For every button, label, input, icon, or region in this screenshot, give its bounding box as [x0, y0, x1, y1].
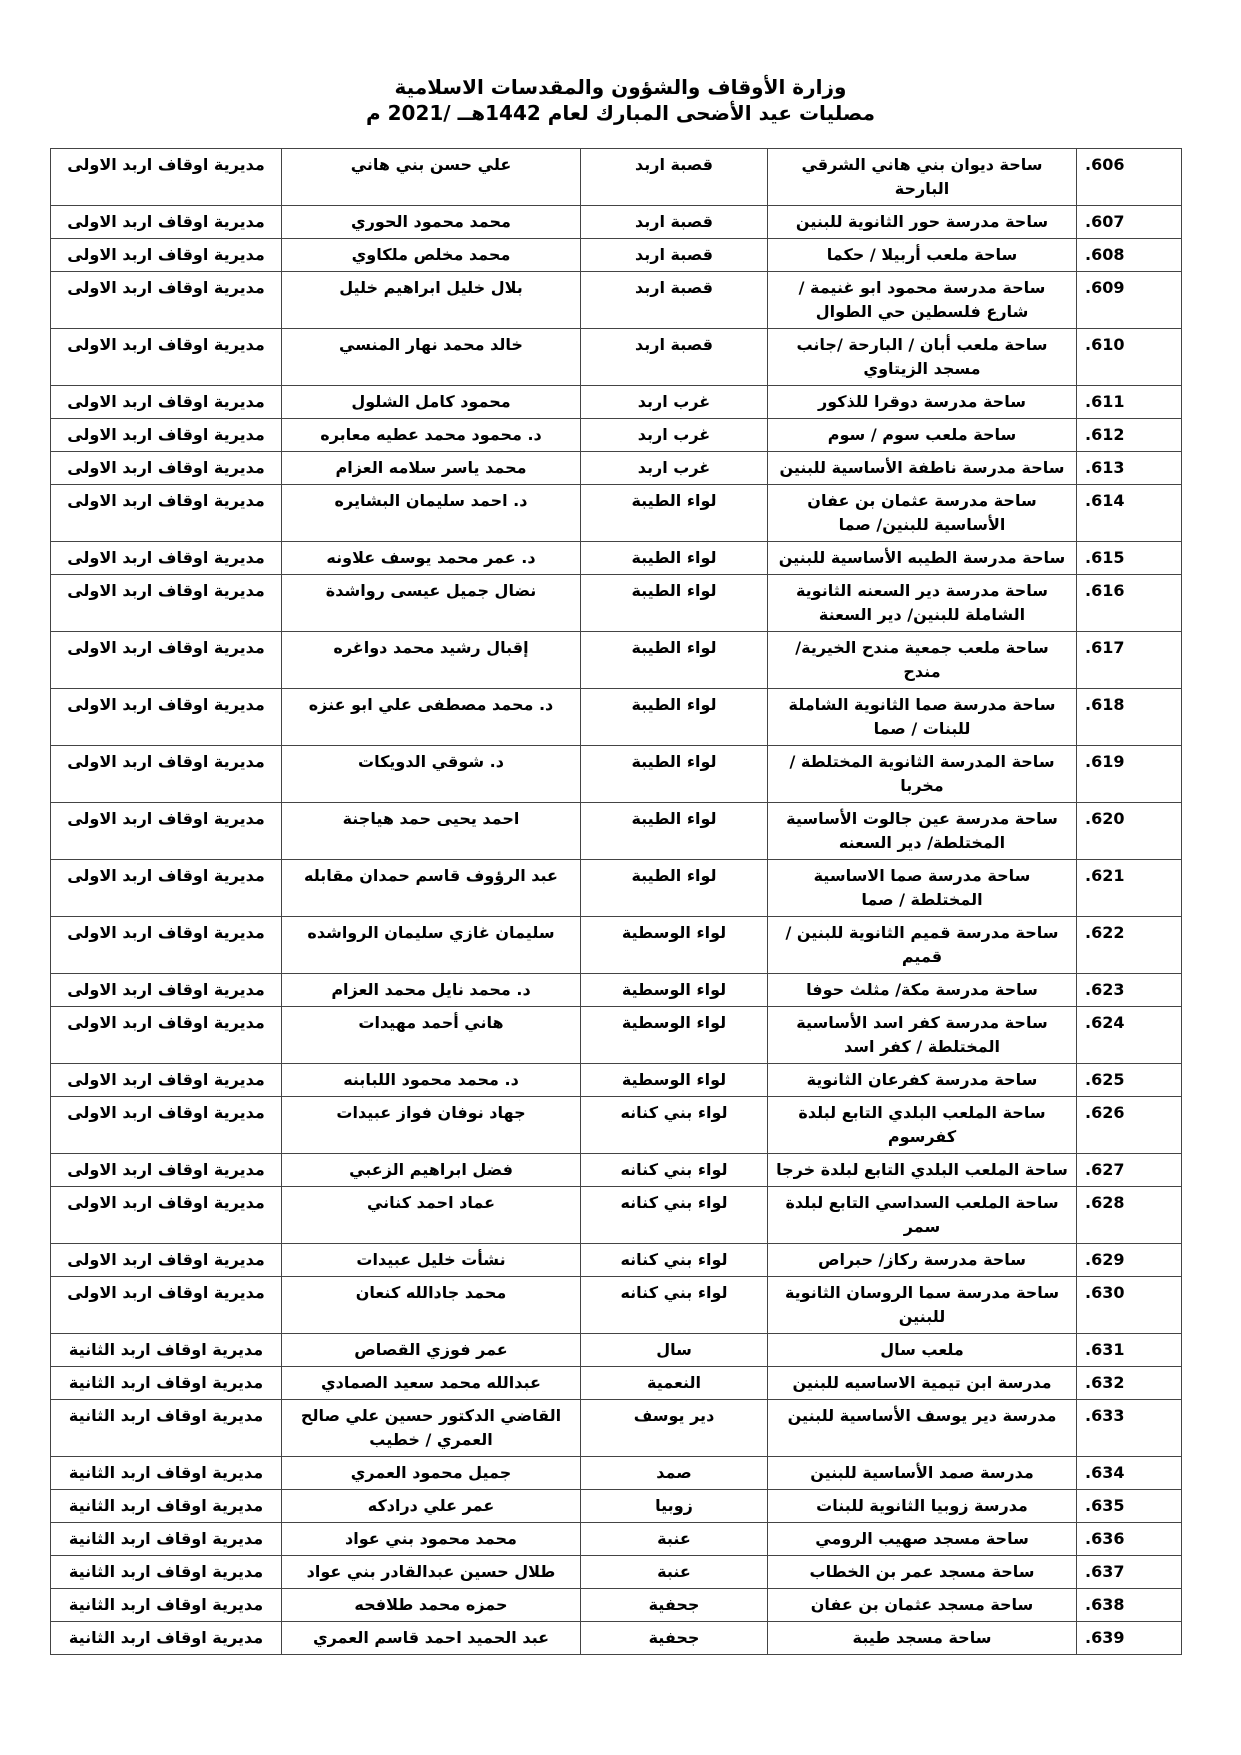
region-name: لواء بني كنانه [581, 1187, 768, 1244]
table-row [51, 1457, 1182, 1490]
region-name: غرب اربد [581, 386, 768, 419]
prayer-ground-name: ساحة ملعب أبان / البارحة /جانب مسجد الزيتاوي [768, 329, 1077, 386]
imam-name: نضال جميل عيسى رواشدة [282, 575, 581, 632]
row-number: .627 [1077, 1154, 1182, 1187]
table-row [51, 386, 1182, 419]
row-number: .625 [1077, 1064, 1182, 1097]
imam-name: د. محمود محمد عطيه معابره [282, 419, 581, 452]
row-number: .617 [1077, 632, 1182, 689]
imam-name: د. عمر محمد يوسف علاونه [282, 542, 581, 575]
table-row [51, 542, 1182, 575]
row-number: .630 [1077, 1277, 1182, 1334]
imam-name: محمد ياسر سلامه العزام [282, 452, 581, 485]
directorate-name: مديرية اوقاف اربد الاولى [51, 329, 282, 386]
prayer-ground-name: ساحة مدرسة عثمان بن عفان الأساسية للبنين/ صما [768, 485, 1077, 542]
row-number: .639 [1077, 1622, 1182, 1655]
imam-name: فضل ابراهيم الزعبي [282, 1154, 581, 1187]
row-number: .610 [1077, 329, 1182, 386]
imam-name: محمد جادالله كنعان [282, 1277, 581, 1334]
row-number: .620 [1077, 803, 1182, 860]
table-row [51, 452, 1182, 485]
prayer-ground-name: ساحة مدرسة كفر اسد الأساسية المختلطة / كفر اسد [768, 1007, 1077, 1064]
imam-name: علي حسن بني هاني [282, 149, 581, 206]
prayer-ground-name: ساحة مدرسة حور الثانوية للبنين [768, 206, 1077, 239]
region-name: لواء الطيبة [581, 485, 768, 542]
table-row [51, 632, 1182, 689]
directorate-name: مديرية اوقاف اربد الثانية [51, 1490, 282, 1523]
prayer-ground-name: ساحة ملعب سوم / سوم [768, 419, 1077, 452]
region-name: غرب اربد [581, 419, 768, 452]
prayer-ground-name: ساحة مدرسة الطيبه الأساسية للبنين [768, 542, 1077, 575]
row-number: .607 [1077, 206, 1182, 239]
document-subtitle: مصليات عيد الأضحى المبارك لعام 1442هــ /2021 م [366, 101, 875, 125]
table-row [51, 974, 1182, 1007]
prayer-ground-name: مدرسة صمد الأساسية للبنين [768, 1457, 1077, 1490]
imam-name: جميل محمود العمري [282, 1457, 581, 1490]
region-name: لواء الوسطية [581, 917, 768, 974]
region-name: لواء بني كنانه [581, 1097, 768, 1154]
imam-name: عبد الرؤوف قاسم حمدان مقابله [282, 860, 581, 917]
table-row [51, 860, 1182, 917]
row-number: .636 [1077, 1523, 1182, 1556]
directorate-name: مديرية اوقاف اربد الاولى [51, 1064, 282, 1097]
directorate-name: مديرية اوقاف اربد الاولى [51, 860, 282, 917]
directorate-name: مديرية اوقاف اربد الاولى [51, 1187, 282, 1244]
row-number: .615 [1077, 542, 1182, 575]
row-number: .621 [1077, 860, 1182, 917]
prayer-ground-name: ساحة مسجد صهيب الرومي [768, 1523, 1077, 1556]
imam-name: محمد مخلص ملكاوي [282, 239, 581, 272]
row-number: .616 [1077, 575, 1182, 632]
region-name: قصبة اربد [581, 149, 768, 206]
imam-name: عماد احمد كناني [282, 1187, 581, 1244]
table-row [51, 1097, 1182, 1154]
ministry-title: وزارة الأوقاف والشؤون والمقدسات الاسلامية [394, 75, 847, 99]
imam-name: خالد محمد نهار المنسي [282, 329, 581, 386]
region-name: قصبة اربد [581, 329, 768, 386]
prayer-ground-name: ساحة مدرسة ناطفة الأساسية للبنين [768, 452, 1077, 485]
directorate-name: مديرية اوقاف اربد الاولى [51, 452, 282, 485]
row-number: .635 [1077, 1490, 1182, 1523]
row-number: .637 [1077, 1556, 1182, 1589]
prayer-ground-name: ساحة مدرسة ركاز/ حبراص [768, 1244, 1077, 1277]
table-row [51, 917, 1182, 974]
imam-name: القاضي الدكتور حسين علي صالح العمري / خطيب [282, 1400, 581, 1457]
row-number: .613 [1077, 452, 1182, 485]
imam-name: حمزه محمد طلافحه [282, 1589, 581, 1622]
table-row [51, 1244, 1182, 1277]
prayer-ground-name: ساحة المدرسة الثانوية المختلطة / مخربا [768, 746, 1077, 803]
prayer-ground-name: ساحة الملعب السداسي التابع لبلدة سمر [768, 1187, 1077, 1244]
prayer-ground-name: ساحة مسجد طيبة [768, 1622, 1077, 1655]
table-body [51, 149, 1182, 1655]
directorate-name: مديرية اوقاف اربد الثانية [51, 1457, 282, 1490]
row-number: .609 [1077, 272, 1182, 329]
region-name: جحفية [581, 1589, 768, 1622]
table-row [51, 575, 1182, 632]
table-row [51, 1622, 1182, 1655]
prayer-ground-name: ساحة مدرسة محمود ابو غنيمة / شارع فلسطين حي الطوال [768, 272, 1077, 329]
directorate-name: مديرية اوقاف اربد الثانية [51, 1622, 282, 1655]
table-row [51, 1334, 1182, 1367]
prayer-ground-name: ساحة ملعب أربيلا / حكما [768, 239, 1077, 272]
row-number: .618 [1077, 689, 1182, 746]
directorate-name: مديرية اوقاف اربد الاولى [51, 419, 282, 452]
prayer-ground-name: ساحة مدرسة سما الروسان الثانوية للبنين [768, 1277, 1077, 1334]
table-row [51, 746, 1182, 803]
table-row [51, 1007, 1182, 1064]
table-row [51, 1523, 1182, 1556]
table-row [51, 803, 1182, 860]
row-number: .622 [1077, 917, 1182, 974]
row-number: .638 [1077, 1589, 1182, 1622]
row-number: .629 [1077, 1244, 1182, 1277]
prayer-ground-name: ملعب سال [768, 1334, 1077, 1367]
imam-name: جهاد نوفان فواز عبيدات [282, 1097, 581, 1154]
prayer-ground-name: ساحة مدرسة عين جالوت الأساسية المختلطة/ دير السعنه [768, 803, 1077, 860]
prayer-ground-name: ساحة مدرسة قميم الثانوية للبنين / قميم [768, 917, 1077, 974]
prayer-ground-name: ساحة ديوان بني هاني الشرقي البارحة [768, 149, 1077, 206]
region-name: دير يوسف [581, 1400, 768, 1457]
prayer-ground-name: مدرسة دير يوسف الأساسية للبنين [768, 1400, 1077, 1457]
imam-name: محمد محمود الحوري [282, 206, 581, 239]
table-row [51, 1556, 1182, 1589]
directorate-name: مديرية اوقاف اربد الاولى [51, 974, 282, 1007]
row-number: .628 [1077, 1187, 1182, 1244]
prayer-ground-name: ساحة مدرسة مكة/ مثلث حوفا [768, 974, 1077, 1007]
prayer-ground-name: ساحة مسجد عمر بن الخطاب [768, 1556, 1077, 1589]
prayer-ground-name: ساحة ملعب جمعية مندح الخيرية/ مندح [768, 632, 1077, 689]
region-name: جحفية [581, 1622, 768, 1655]
table-row [51, 329, 1182, 386]
region-name: لواء الوسطية [581, 1007, 768, 1064]
region-name: لواء بني كنانه [581, 1277, 768, 1334]
prayer-ground-name: مدرسة ابن تيمية الاساسيه للبنين [768, 1367, 1077, 1400]
region-name: لواء الطيبة [581, 803, 768, 860]
region-name: لواء الطيبة [581, 542, 768, 575]
table-row [51, 239, 1182, 272]
region-name: لواء الطيبة [581, 860, 768, 917]
directorate-name: مديرية اوقاف اربد الاولى [51, 632, 282, 689]
directorate-name: مديرية اوقاف اربد الاولى [51, 386, 282, 419]
row-number: .619 [1077, 746, 1182, 803]
directorate-name: مديرية اوقاف اربد الاولى [51, 1277, 282, 1334]
region-name: زوبيا [581, 1490, 768, 1523]
table-row [51, 1064, 1182, 1097]
row-number: .624 [1077, 1007, 1182, 1064]
imam-name: هاني أحمد مهيدات [282, 1007, 581, 1064]
prayer-ground-name: ساحة مدرسة كفرعان الثانوية [768, 1064, 1077, 1097]
prayer-ground-name: ساحة مدرسة صما الاساسية المختلطة / صما [768, 860, 1077, 917]
directorate-name: مديرية اوقاف اربد الاولى [51, 917, 282, 974]
region-name: لواء الوسطية [581, 1064, 768, 1097]
imam-name: د. شوقي الدويكات [282, 746, 581, 803]
table-row [51, 689, 1182, 746]
imam-name: محمود كامل الشلول [282, 386, 581, 419]
directorate-name: مديرية اوقاف اربد الثانية [51, 1400, 282, 1457]
table-row [51, 1187, 1182, 1244]
imam-name: احمد يحيى حمد هياجنة [282, 803, 581, 860]
imam-name: عبدالله محمد سعيد الصمادي [282, 1367, 581, 1400]
directorate-name: مديرية اوقاف اربد الاولى [51, 1097, 282, 1154]
directorate-name: مديرية اوقاف اربد الاولى [51, 1007, 282, 1064]
row-number: .614 [1077, 485, 1182, 542]
directorate-name: مديرية اوقاف اربد الاولى [51, 746, 282, 803]
table-row [51, 1589, 1182, 1622]
directorate-name: مديرية اوقاف اربد الثانية [51, 1556, 282, 1589]
table-row [51, 1400, 1182, 1457]
directorate-name: مديرية اوقاف اربد الاولى [51, 272, 282, 329]
directorate-name: مديرية اوقاف اربد الاولى [51, 239, 282, 272]
directorate-name: مديرية اوقاف اربد الاولى [51, 1244, 282, 1277]
imam-name: عبد الحميد احمد قاسم العمري [282, 1622, 581, 1655]
row-number: .633 [1077, 1400, 1182, 1457]
directorate-name: مديرية اوقاف اربد الاولى [51, 485, 282, 542]
prayer-ground-name: ساحة مدرسة دير السعنه الثانوية الشاملة للبنين/ دير السعنة [768, 575, 1077, 632]
directorate-name: مديرية اوقاف اربد الثانية [51, 1334, 282, 1367]
table-row [51, 149, 1182, 206]
row-number: .631 [1077, 1334, 1182, 1367]
region-name: لواء الوسطية [581, 974, 768, 1007]
table-row [51, 1277, 1182, 1334]
region-name: عنبة [581, 1523, 768, 1556]
region-name: عنبة [581, 1556, 768, 1589]
region-name: لواء بني كنانه [581, 1154, 768, 1187]
table-row [51, 419, 1182, 452]
imam-name: د. محمد محمود اللبابنه [282, 1064, 581, 1097]
imam-name: محمد محمود بني عواد [282, 1523, 581, 1556]
region-name: قصبة اربد [581, 206, 768, 239]
table-row [51, 1154, 1182, 1187]
row-number: .632 [1077, 1367, 1182, 1400]
row-number: .608 [1077, 239, 1182, 272]
row-number: .623 [1077, 974, 1182, 1007]
imam-name: عمر علي درادكه [282, 1490, 581, 1523]
directorate-name: مديرية اوقاف اربد الثانية [51, 1523, 282, 1556]
table-row [51, 1367, 1182, 1400]
imam-name: د. محمد نايل محمد العزام [282, 974, 581, 1007]
table-row [51, 485, 1182, 542]
imam-name: إقبال رشيد محمد دواغره [282, 632, 581, 689]
row-number: .612 [1077, 419, 1182, 452]
imam-name: د. احمد سليمان البشايره [282, 485, 581, 542]
prayer-ground-name: ساحة الملعب البلدي التابع لبلدة خرجا [768, 1154, 1077, 1187]
directorate-name: مديرية اوقاف اربد الاولى [51, 206, 282, 239]
directorate-name: مديرية اوقاف اربد الاولى [51, 689, 282, 746]
directorate-name: مديرية اوقاف اربد الاولى [51, 803, 282, 860]
region-name: لواء الطيبة [581, 575, 768, 632]
directorate-name: مديرية اوقاف اربد الثانية [51, 1589, 282, 1622]
region-name: غرب اربد [581, 452, 768, 485]
row-number: .611 [1077, 386, 1182, 419]
row-number: .626 [1077, 1097, 1182, 1154]
region-name: لواء الطيبة [581, 746, 768, 803]
directorate-name: مديرية اوقاف اربد الاولى [51, 1154, 282, 1187]
imam-name: سليمان غازي سليمان الرواشده [282, 917, 581, 974]
region-name: لواء الطيبة [581, 689, 768, 746]
region-name: قصبة اربد [581, 272, 768, 329]
imam-name: د. محمد مصطفى علي ابو عنزه [282, 689, 581, 746]
region-name: قصبة اربد [581, 239, 768, 272]
document-header [0, 74, 1241, 126]
table-row [51, 272, 1182, 329]
region-name: سال [581, 1334, 768, 1367]
region-name: لواء الطيبة [581, 632, 768, 689]
directorate-name: مديرية اوقاف اربد الاولى [51, 542, 282, 575]
directorate-name: مديرية اوقاف اربد الثانية [51, 1367, 282, 1400]
directorate-name: مديرية اوقاف اربد الاولى [51, 149, 282, 206]
row-number: .634 [1077, 1457, 1182, 1490]
imam-name: نشأت خليل عبيدات [282, 1244, 581, 1277]
prayer-ground-name: ساحة مدرسة دوقرا للذكور [768, 386, 1077, 419]
region-name: صمد [581, 1457, 768, 1490]
prayer-ground-name: ساحة الملعب البلدي التابع لبلدة كفرسوم [768, 1097, 1077, 1154]
prayer-ground-name: ساحة مسجد عثمان بن عفان [768, 1589, 1077, 1622]
table-row [51, 1490, 1182, 1523]
prayer-ground-name: ساحة مدرسة صما الثانوية الشاملة للبنات / صما [768, 689, 1077, 746]
imam-name: طلال حسين عبدالقادر بني عواد [282, 1556, 581, 1589]
region-name: لواء بني كنانه [581, 1244, 768, 1277]
table-row [51, 206, 1182, 239]
prayer-ground-name: مدرسة زوبيا الثانوية للبنات [768, 1490, 1077, 1523]
imam-name: عمر فوزي القصاص [282, 1334, 581, 1367]
directorate-name: مديرية اوقاف اربد الاولى [51, 575, 282, 632]
imam-name: بلال خليل ابراهيم خليل [282, 272, 581, 329]
row-number: .606 [1077, 149, 1182, 206]
region-name: النعمية [581, 1367, 768, 1400]
prayer-grounds-table [50, 148, 1182, 1655]
